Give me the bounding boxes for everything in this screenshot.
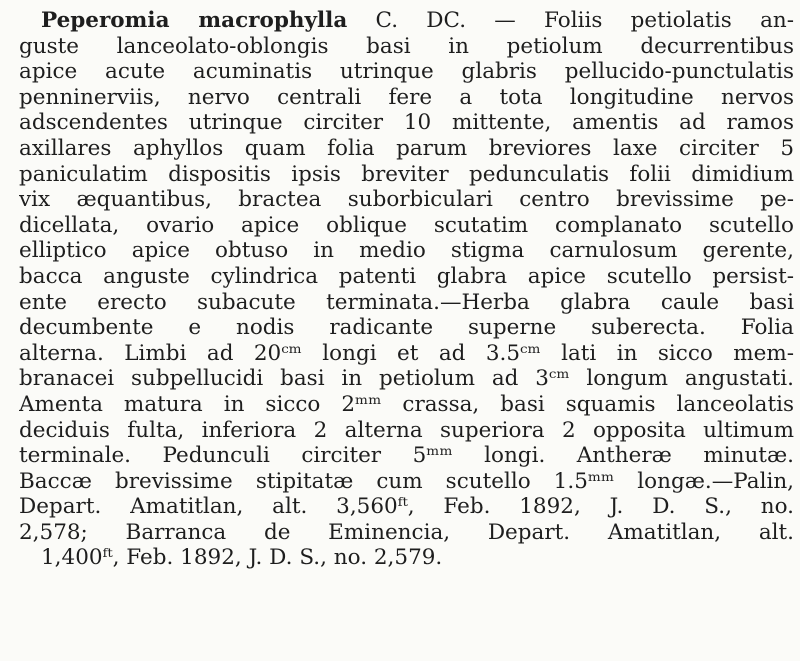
text-line: guste lanceolato-oblongis basi in petiolum decurrentibus <box>19 33 794 59</box>
text-line: ente erecto subacute terminata.—Herba glabra caule basi <box>19 289 794 315</box>
text-line: apice acute acuminatis utrinque glabris pellucido-punctulatis <box>19 59 794 85</box>
text-line: dicellata, ovario apice oblique scutatim complanato scutello <box>19 212 794 238</box>
text-line: vix æquantibus, bractea suborbiculari centro brevissime pe- <box>19 187 794 213</box>
text-line: Baccæ brevissime stipitatæ cum scutello 1.5ᵐᵐ longæ.—Palin, <box>19 468 794 494</box>
text-line: Amenta matura in sicco 2ᵐᵐ crassa, basi squamis lanceolatis <box>19 391 794 417</box>
taxon-name: Peperomia macrophylla <box>41 8 348 33</box>
text-line: paniculatim dispositis ipsis breviter pedunculatis folii dimidium <box>19 161 794 187</box>
botanical-description <box>19 8 794 571</box>
text-line: adscendentes utrinque circiter 10 mittente, amentis ad ramos <box>19 110 794 136</box>
text-line: elliptico apice obtuso in medio stigma carnulosum gerente, <box>19 238 794 264</box>
text-line <box>19 8 794 34</box>
text-line: bacca anguste cylindrica patenti glabra apice scutello persist- <box>19 263 794 289</box>
text-line: decumbente e nodis radicante superne suberecta. Folia <box>19 315 794 341</box>
text-line: deciduis fulta, inferiora 2 alterna superiora 2 opposita ultimum <box>19 417 794 443</box>
text-line: Depart. Amatitlan, alt. 3,560ᶠᵗ, Feb. 1892, J. D. S., no. <box>19 494 794 520</box>
text-line: penninerviis, nervo centrali fere a tota longitudine nervos <box>19 84 794 110</box>
authority-and-diagnosis: C. DC. — Foliis petiolatis an- <box>375 8 794 33</box>
text-line: branacei subpellucidi basi in petiolum ad 3ᶜᵐ longum angustati. <box>19 366 794 392</box>
text-line: 1,400ᶠᵗ, Feb. 1892, J. D. S., no. 2,579. <box>41 545 443 571</box>
text-line: terminale. Pedunculi circiter 5ᵐᵐ longi. Antheræ minutæ. <box>19 443 794 469</box>
text-line: alterna. Limbi ad 20ᶜᵐ longi et ad 3.5ᶜᵐ lati in sicco mem- <box>19 340 794 366</box>
text-line: axillares aphyllos quam folia parum breviores laxe circiter 5 <box>19 135 794 161</box>
text-line: 2,578; Barranca de Eminencia, Depart. Amatitlan, alt. <box>19 519 794 545</box>
